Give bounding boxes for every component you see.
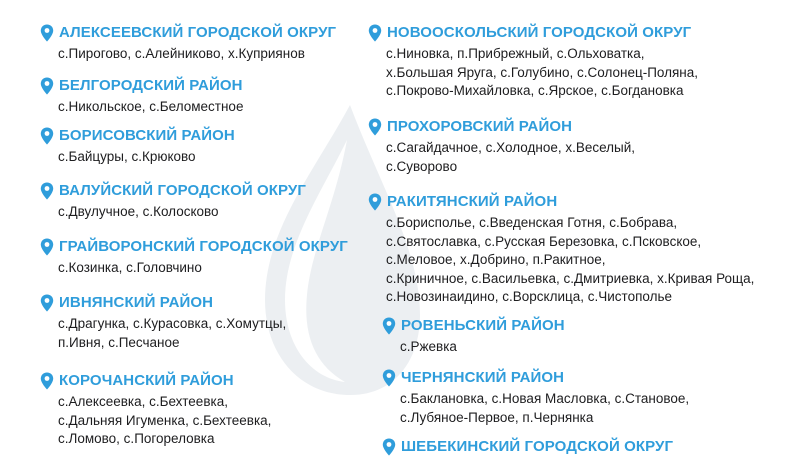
settlement-line: с.Лубяное-Первое, п.Чернянка: [400, 409, 594, 425]
district-name: КОРОЧАНСКИЙ РАЙОН: [59, 372, 234, 389]
district-name: ГРАЙВОРОНСКИЙ ГОРОДСКОЙ ОКРУГ: [59, 238, 348, 255]
district-name: РАКИТЯНСКИЙ РАЙОН: [387, 193, 558, 210]
settlement-line: с.Борисполье, с.Введенская Готня, с.Бобрава,: [386, 215, 678, 230]
district-entry: [382, 369, 689, 427]
district-name: ПРОХОРОВСКИЙ РАЙОН: [387, 118, 573, 135]
settlement-line: с.Ржевка: [400, 339, 457, 354]
settlement-line: с.Сагайдачное, с.Холодное, х.Веселый,: [386, 140, 636, 155]
district-entry: [40, 182, 306, 222]
settlement-line: с.Пирогово, с.Алейниково, х.Куприянов: [58, 46, 305, 61]
district-name: ШЕБЕКИНСКИЙ ГОРОДСКОЙ ОКРУГ: [401, 438, 674, 455]
district-title: [368, 193, 754, 211]
settlement-line: с.Ломово, с.Погореловка: [58, 431, 215, 446]
district-title: [382, 369, 689, 387]
district-entry: [40, 294, 286, 352]
district-title: [382, 317, 565, 335]
settlement-line: с.Суворово: [386, 158, 458, 174]
district-entry: [382, 317, 565, 357]
district-entry: [40, 24, 336, 64]
settlement-line: с.Меловое, х.Добрино, п.Ракитное,: [386, 252, 606, 267]
location-pin-icon: [40, 294, 54, 312]
district-entry: [40, 372, 271, 449]
district-title: [382, 438, 673, 456]
settlement-line: с.Двулучное, с.Колосково: [58, 204, 219, 219]
district-entry: [40, 238, 348, 278]
district-title: [40, 24, 336, 42]
district-title: [368, 118, 635, 136]
district-name: ИВНЯНСКИЙ РАЙОН: [59, 294, 214, 311]
settlement-line: с.Дальняя Игуменка, с.Бехтеевка,: [58, 412, 272, 428]
location-pin-icon: [40, 24, 54, 42]
settlement-line: х.Большая Яруга, с.Голубино, с.Солонец-Поляна,: [386, 64, 699, 80]
settlement-line: с.Козинка, с.Головчино: [58, 260, 202, 275]
settlement-line: с.Святославка, с.Русская Березовка, с.Псковское,: [386, 233, 702, 249]
settlement-line: с.Новозинаидино, с.Ворсклица, с.Чистополье: [386, 289, 673, 304]
district-title: [40, 77, 243, 95]
settlement-line: п.Ивня, с.Песчаное: [58, 334, 180, 350]
district-entry: [40, 77, 243, 117]
district-entry: [368, 24, 698, 101]
settlement-line: с.Баклановка, с.Новая Масловка, с.Становое,: [400, 391, 690, 406]
district-title: [368, 24, 698, 42]
location-pin-icon: [382, 438, 396, 456]
district-entry: [40, 127, 235, 167]
district-name: БОРИСОВСКИЙ РАЙОН: [59, 127, 235, 144]
district-title: [40, 372, 271, 390]
settlement-line: с.Покрово-Михайловка, с.Ярское, с.Богдановка: [386, 83, 684, 98]
district-title: [40, 294, 286, 312]
district-entry: [368, 193, 754, 307]
top-divider: [398, 0, 538, 4]
settlement-line: с.Драгунка, с.Курасовка, с.Хомутцы,: [58, 316, 287, 331]
settlement-line: с.Алексеевка, с.Бехтеевка,: [58, 394, 228, 409]
location-pin-icon: [40, 238, 54, 256]
location-pin-icon: [368, 118, 382, 136]
location-pin-icon: [40, 77, 54, 95]
settlement-line: с.Никольское, с.Беломестное: [58, 99, 244, 114]
district-entry: [382, 438, 673, 456]
district-title: [40, 182, 306, 200]
district-name: АЛЕКСЕЕВСКИЙ ГОРОДСКОЙ ОКРУГ: [59, 24, 337, 41]
location-pin-icon: [382, 317, 396, 335]
location-pin-icon: [368, 24, 382, 42]
location-pin-icon: [40, 372, 54, 390]
district-entry: [368, 118, 635, 176]
district-name: ЧЕРНЯНСКИЙ РАЙОН: [401, 369, 565, 386]
location-pin-icon: [382, 369, 396, 387]
settlement-line: с.Байцуры, с.Крюково: [58, 149, 196, 164]
district-name: БЕЛГОРОДСКИЙ РАЙОН: [59, 77, 243, 94]
location-pin-icon: [368, 193, 382, 211]
location-pin-icon: [40, 127, 54, 145]
district-title: [40, 238, 348, 256]
district-title: [40, 127, 235, 145]
settlement-line: с.Криничное, с.Васильевка, с.Дмитриевка, х.Кривая Роща,: [386, 270, 755, 286]
district-name: НОВООСКОЛЬСКИЙ ГОРОДСКОЙ ОКРУГ: [387, 24, 692, 41]
district-name: ВАЛУЙСКИЙ ГОРОДСКОЙ ОКРУГ: [59, 182, 306, 199]
location-pin-icon: [40, 182, 54, 200]
district-name: РОВЕНЬСКИЙ РАЙОН: [401, 317, 565, 334]
settlement-line: с.Ниновка, п.Прибрежный, с.Ольховатка,: [386, 46, 645, 61]
